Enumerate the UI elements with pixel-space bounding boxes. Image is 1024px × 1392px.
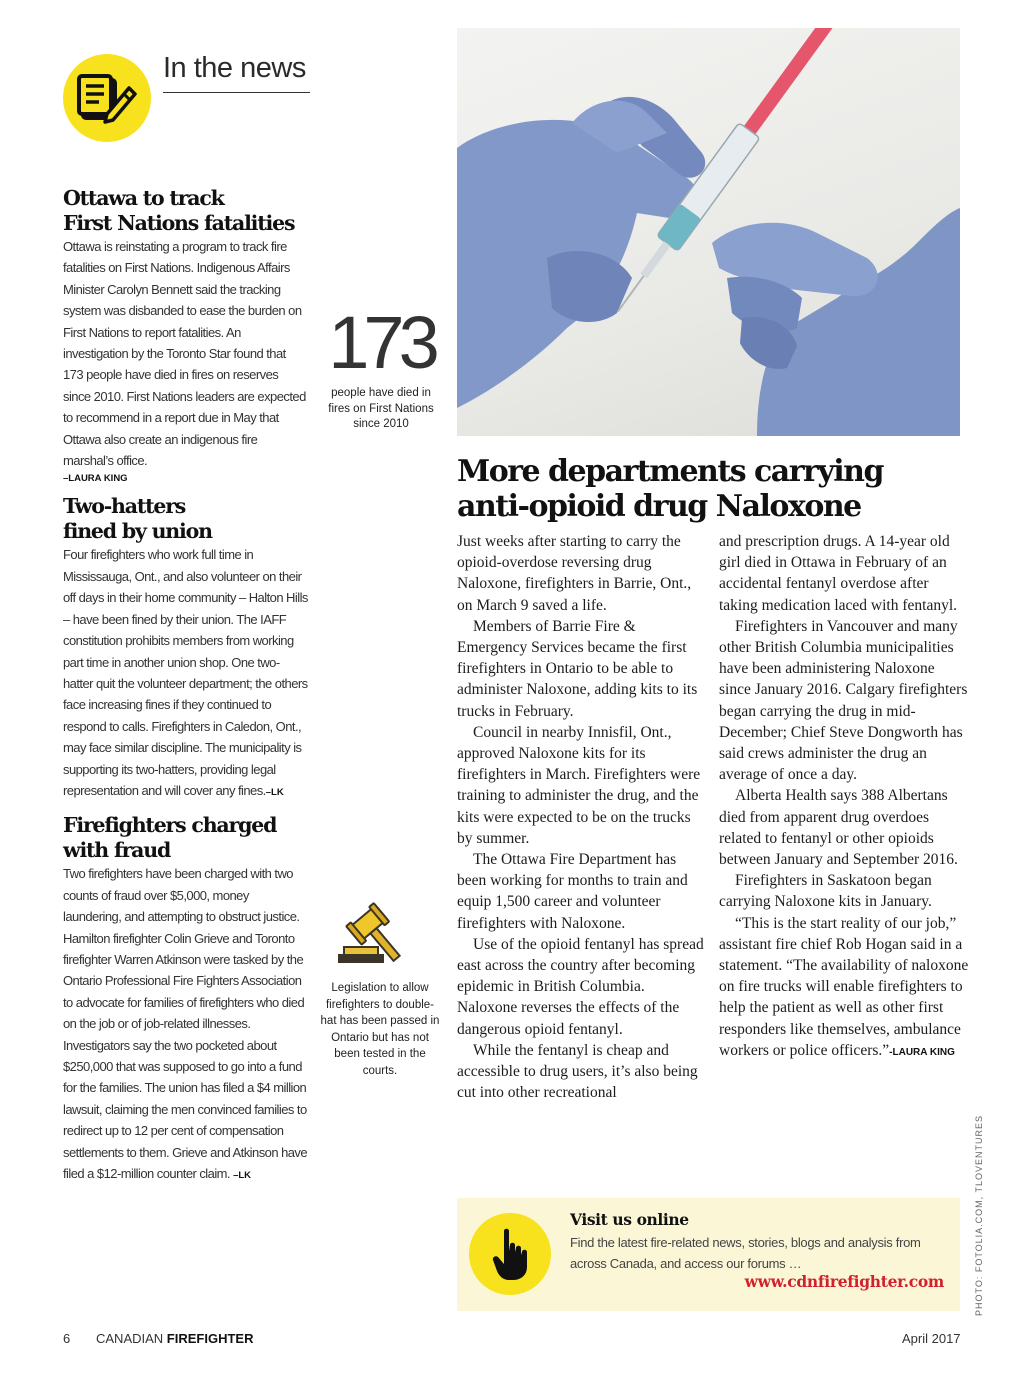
article-column-1 [457,531,707,1103]
brief-title-line2: with fraud [63,838,171,863]
visit-icon-circle [469,1213,551,1295]
article-paragraph: Use of the opioid fentanyl has spread east across the country after becoming epidemic in British Columbia. Naloxone reverses the effects of the dangerous opioid fentanyl. [457,935,704,1038]
article-paragraph: While the fentanyl is cheap and accessible to drug users, it’s also being cut into other recreational [457,1041,698,1102]
issue-date: April 2017 [902,1331,961,1346]
article-byline: -LAURA KING [889,1046,955,1058]
article-paragraph [719,913,969,1063]
article-paragraph: Just weeks after starting to carry the opioid-overdose reversing drug Naloxone, firefighters in Barrie, Ont., on March 9 saved a life. [457,533,692,614]
page-number: 6 [63,1331,71,1346]
brief-1 [63,186,308,484]
brief-body [63,863,308,1186]
article-paragraph-text: “This is the start reality of our job,” assistant fire chief Rob Hogan said in a statement. “The availability of naloxone on fire trucks will enable firefighters to help the patient as well as other first responders like themselves, ambulance workers or police officers.” [719,914,969,1059]
article-paragraph: Firefighters in Vancouver and many other British Columbia municipalities have been administering Naloxone since January 2016. Calgary firefighters began carrying the drug in mid-December; Chief Steve Dongworth has said crews administer the drug an average of once a day. [719,617,968,784]
section-kicker: In the news [163,52,306,84]
kicker-rule [163,92,310,93]
briefs-column [63,186,308,1186]
brief-title [63,813,308,863]
visit-title: Visit us online [570,1210,689,1229]
section-badge [63,54,151,142]
magazine-name-bold: FIREFIGHTER [166,1331,254,1346]
brief-byline: –LK [265,786,284,798]
article-headline [457,454,977,524]
brief-title [63,186,308,236]
article-paragraph: and prescription drugs. A 14-year old girl died in Ottawa in February of an accidental fentanyl overdose after taking medication laced with fentanyl. [719,533,958,614]
article-paragraph: Firefighters in Saskatoon began carrying Naloxone kits in January. [719,872,932,911]
headline-line1: More departments carrying [457,454,883,489]
brief-title-line1: Ottawa to track [63,186,224,210]
website-link[interactable]: www.cdnfirefighter.com [744,1272,944,1291]
pointing-hand-icon [492,1227,528,1281]
brief-byline: –LK [233,1170,252,1182]
article-paragraph: Alberta Health says 388 Albertans died from apparent drug overdoes related to fentanyl or other opioids between January and September 2016. [719,787,958,869]
stat-number: 173 [328,301,434,384]
news-document-icon [77,70,137,126]
syringe-photo [457,28,960,436]
brief-body [63,544,308,803]
brief-title-line1: Two-hatters [63,494,186,519]
brief-body-text: Four firefighters who work full time in Mississauga, Ont., and also volunteer on their off days in their home community – Halton Hills – have been fined by their union. The IAFF constitution prohibits members from working part time in another union shop. One two-hatter quit the volunteer department; the others face increasing fines if they continued to respond to calls. Firefighters in Caledon, Ont., may face similar discipline. The municipality is supporting its two-hatters, providing legal representation and will cover any fines. [63,547,308,798]
stat-caption: people have died in fires on First Nations since 2010 [328,387,434,430]
brief-title-line2: fined by union [63,519,212,544]
headline-line2: anti-opioid drug Naloxone [457,489,861,524]
article-paragraph: The Ottawa Fire Department has been working for months to train and equip 1,500 career and volunteer firefighters with Naloxone. [457,851,688,932]
magazine-name [96,1331,253,1346]
brief-2 [63,494,308,803]
brief-title [63,494,308,544]
gavel-icon [336,896,426,977]
article-paragraph: Council in nearby Innisfil, Ont., approved Naloxone kits for its firefighters in March. Firefighters were training to administer the drug, and the kits were expected to be on the trucks by summer. [457,723,701,847]
photo-credit-text: PHOTO: FOTOLIA.COM, TLOVENTURES [974,1114,984,1316]
article-column-2 [719,531,969,1063]
brief-3 [63,813,308,1186]
magazine-name-plain: CANADIAN [96,1331,167,1346]
brief-body: Ottawa is reinstating a program to track fire fatalities on First Nations. Indigenous Affairs Minister Carolyn Bennett said the tracking system was disbanded to ease the burden on First Nations to report fatalities. An investigation by the Toronto Star found that 173 people have died in fires on reserves since 2010. First Nations leaders are expected to recommend in a report due in May that Ottawa also create an indigenous fire marshal’s office. [63,239,306,469]
brief-byline: –LAURA KING [63,473,128,485]
gavel-caption: Legislation to allow firefighters to double-hat has been passed in Ontario but has not been tested in the courts. [320,982,440,1077]
visit-description: Find the latest fire-related news, stories, blogs and analysis from across Canada, and access our forums … [570,1235,921,1271]
photo-credit [960,1096,982,1316]
brief-body-text: Two firefighters have been charged with two counts of fraud over $5,000, money laundering, and attempting to obstruct justice. Hamilton firefighter Colin Grieve and Toronto firefighter Warren Atkinson were tasked by the Ontario Professional Fire Fighters Association to advocate for families of firefighters who died on the job or of job-related illnesses. Investigators say the two pocketed about $250,000 that was supposed to go into a fund for the families. The union has filed a $4 million lawsuit, claiming the men convinced families to redirect up to 12 per cent of compensation settlements to them. Grieve and Atkinson have filed a $12-million counter claim. [63,866,308,1182]
visit-online-box [457,1198,960,1311]
article-paragraph: Members of Barrie Fire & Emergency Services became the first firefighters in Ontario to be able to administer Naloxone, adding kits to its trucks in February. [457,617,698,720]
brief-title-line2: First Nations fatalities [63,211,295,235]
brief-title-line1: Firefighters charged [63,813,277,838]
